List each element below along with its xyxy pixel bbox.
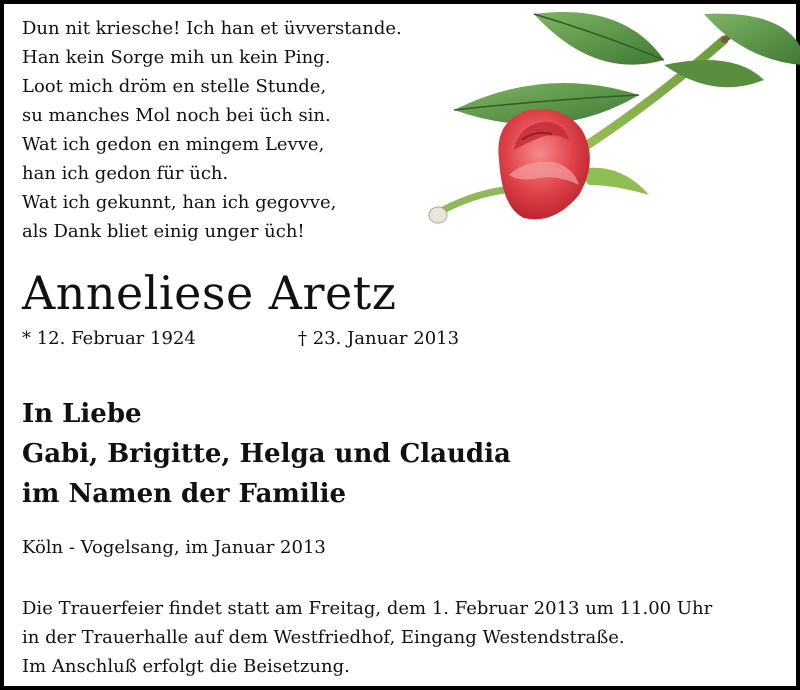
poem [22,14,402,246]
funeral-info [22,594,712,681]
poem-line: han ich gedon für üch. [22,163,229,184]
poem-line: Loot mich dröm en stelle Stunde, [22,76,327,97]
funeral-line: Im Anschluß erfolgt die Beisetzung. [22,656,350,677]
poem-line: Dun nit kriesche! Ich han et üvverstande. [22,18,402,39]
place-date: Köln - Vogelsang, im Januar 2013 [22,537,326,558]
poem-line: als Dank bliet einig unger üch! [22,221,305,242]
death-date: † 23. Januar 2013 [298,328,460,349]
poem-line: su manches Mol noch bei üch sin. [22,105,331,126]
deceased-name: Anneliese Aretz [22,266,397,320]
funeral-line: Die Trauerfeier findet statt am Freitag, dem 1. Februar 2013 um 11.00 Uhr [22,598,713,619]
poem-line: Wat ich gekunnt, han ich gegovve, [22,192,337,213]
poem-line: Wat ich gedon en mingem Levve, [22,134,325,155]
family-signature [22,394,511,514]
birth-date: * 12. Februar 1924 [22,328,196,349]
poem-line: Han kein Sorge mih un kein Ping. [22,47,331,68]
life-dates [22,328,460,349]
family-line: im Namen der Familie [22,479,347,509]
funeral-line: in der Trauerhalle auf dem Westfriedhof, Eingang Westendstraße. [22,627,625,648]
family-line: Gabi, Brigitte, Helga und Claudia [22,439,511,469]
family-line: In Liebe [22,399,142,429]
rose-icon [414,10,800,260]
